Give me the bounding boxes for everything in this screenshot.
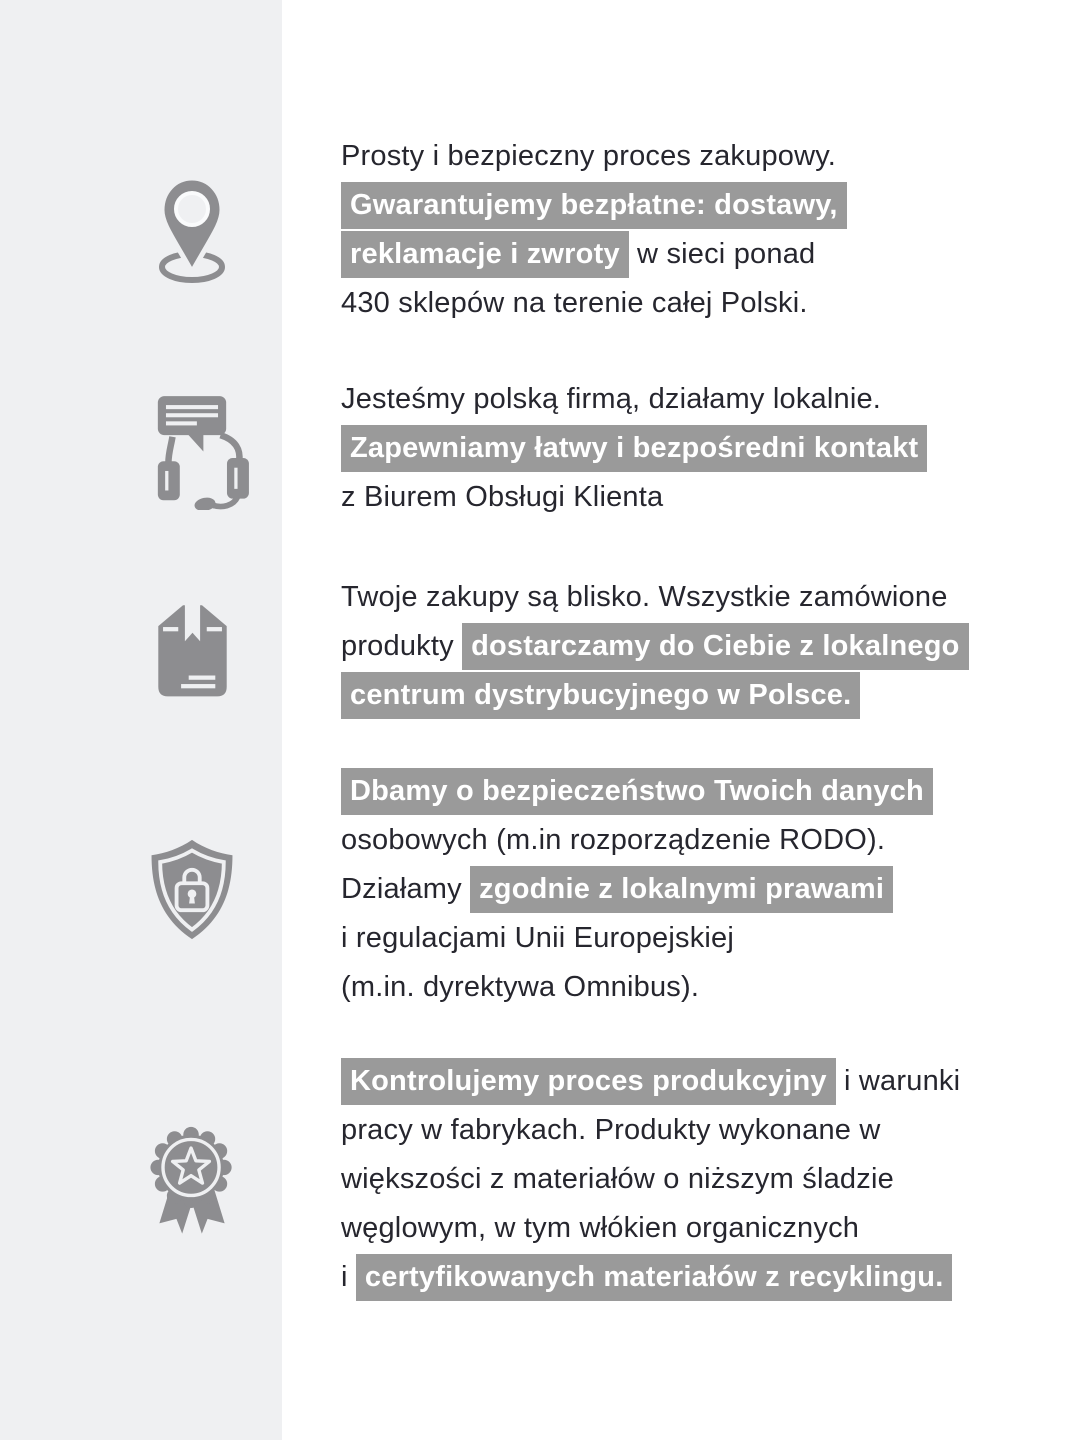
feature-row-production (0, 1057, 1080, 1302)
text-segment: 430 sklepów na terenie całej Polski. (341, 287, 808, 319)
icon-cell (0, 174, 282, 286)
feature-text (282, 132, 847, 328)
text-line (341, 865, 933, 914)
highlighted-text-segment: dostarczamy do Ciebie z lokalnego (462, 623, 968, 670)
text-segment: i regulacjami Unii Europejskiej (341, 922, 735, 954)
text-line (341, 132, 847, 181)
feature-text (282, 375, 927, 522)
location-pin-icon (142, 174, 242, 286)
icon-cell (0, 833, 282, 947)
text-segment: pracy w fabrykach. Produkty wykonane w (341, 1114, 881, 1146)
text-segment: Prosty i bezpieczny proces zakupowy. (341, 140, 837, 172)
text-line (341, 1204, 960, 1253)
text-line (341, 230, 847, 279)
text-line (341, 914, 933, 963)
feature-row-distribution (0, 573, 1080, 720)
icon-cell (0, 593, 282, 701)
highlighted-text-segment: Zapewniamy łatwy i bezpośredni kontakt (341, 425, 927, 472)
award-badge-icon (134, 1112, 250, 1248)
text-segment: osobowych (m.in rozporządzenie RODO). (341, 824, 886, 856)
text-line (341, 1057, 960, 1106)
highlighted-text-segment: Kontrolujemy proces produkcyjny (341, 1058, 836, 1105)
text-segment: produkty (341, 630, 463, 662)
feature-text (282, 1057, 960, 1302)
icon-cell (0, 388, 282, 510)
text-line (341, 816, 933, 865)
highlighted-text-segment: zgodnie z lokalnymi prawami (470, 866, 893, 913)
text-line (341, 424, 927, 473)
icon-cell (0, 1112, 282, 1248)
feature-text (282, 573, 969, 720)
text-line (341, 573, 969, 622)
text-segment: i (341, 1261, 356, 1293)
text-line (341, 767, 933, 816)
text-segment: węglowym, w tym włókien organicznych (341, 1212, 860, 1244)
text-segment: Działamy (341, 873, 471, 905)
package-icon (145, 593, 240, 701)
text-line (341, 279, 847, 328)
highlighted-text-segment: certyfikowanych materiałów z recyklingu. (356, 1254, 953, 1301)
highlighted-text-segment: Gwarantujemy bezpłatne: dostawy, (341, 182, 847, 229)
headset-chat-icon (133, 388, 251, 510)
text-segment: Jesteśmy polską firmą, działamy lokalnie. (341, 383, 882, 415)
text-line (341, 1106, 960, 1155)
text-line (341, 963, 933, 1012)
highlighted-text-segment: reklamacje i zwroty (341, 231, 629, 278)
feature-row-security (0, 767, 1080, 1012)
feature-row-delivery (0, 132, 1080, 328)
text-line (341, 181, 847, 230)
text-line (341, 1253, 960, 1302)
text-segment: Twoje zakupy są blisko. Wszystkie zamówione (341, 581, 948, 613)
feature-text (282, 767, 933, 1012)
feature-row-contact (0, 375, 1080, 522)
highlighted-text-segment: Dbamy o bezpieczeństwo Twoich danych (341, 768, 933, 815)
text-segment: z Biurem Obsługi Klienta (341, 481, 664, 513)
shield-lock-icon (139, 833, 245, 947)
text-segment: większości z materiałów o niższym śladzie (341, 1163, 894, 1195)
text-line (341, 671, 969, 720)
text-line (341, 473, 927, 522)
highlighted-text-segment: centrum dystrybucyjnego w Polsce. (341, 672, 860, 719)
text-line (341, 375, 927, 424)
text-segment: i warunki (835, 1065, 961, 1097)
text-segment: (m.in. dyrektywa Omnibus). (341, 971, 700, 1003)
text-segment: w sieci ponad (628, 238, 816, 270)
text-line (341, 1155, 960, 1204)
text-line (341, 622, 969, 671)
